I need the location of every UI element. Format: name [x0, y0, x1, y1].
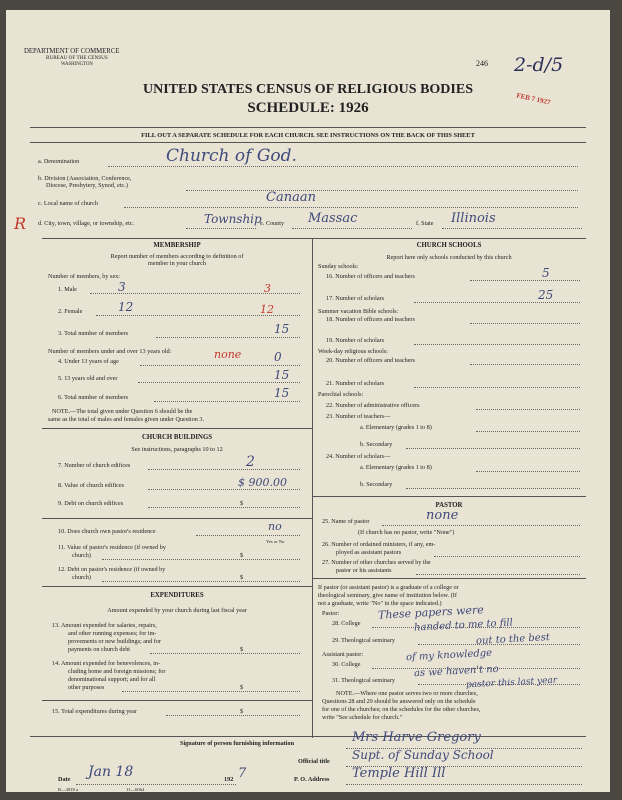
membership-intro-1: Report number of members according to definition of [110, 253, 244, 260]
city-label: WASHINGTON [61, 62, 93, 67]
denomination-value[interactable]: Church of God. [166, 146, 297, 166]
q13-dollar[interactable]: $ [240, 646, 244, 653]
summer-label: Summer vacation Bible schools: [318, 308, 399, 315]
scrawl-line-2: handed to me to fill [413, 617, 514, 634]
q13-label-1: 13. Amount expended for salaries, repairs, [52, 622, 157, 629]
division-label-1: b. Division (Association, Conference, [38, 175, 132, 182]
q14-label-4: other purposes [68, 684, 105, 691]
state-value[interactable]: Illinois [451, 211, 496, 226]
q10-hint: Yes or No [266, 539, 285, 544]
scrawl-line-3: out to the best [475, 632, 551, 647]
q29-label: 29. Theological seminary [332, 637, 395, 644]
parochial-label: Parochial schools: [318, 391, 364, 398]
q23-label: 23. Number of teachers— [326, 413, 391, 420]
q13-label-3: provements or new buildings; and for [68, 638, 161, 645]
q13-label-2: and other running expenses; for im- [68, 630, 157, 637]
q4-value-a: none [214, 348, 242, 361]
denomination-label: a. Denomination [38, 158, 80, 165]
q20-label: 20. Number of officers and teachers [326, 357, 415, 364]
q19-label: 19. Number of scholars [326, 337, 385, 344]
grad-note-3: not a graduate, write "No" in the space indicated.) [318, 600, 442, 607]
q6-value[interactable]: 15 [274, 386, 290, 400]
grad-note-1: If pastor (or assistant pastor) is a graduate of a college or [318, 584, 459, 591]
q16-label: 16. Number of officers and teachers [326, 273, 415, 280]
pastor-note-1: NOTE.—Where one pastor serves two or more churches, [336, 690, 478, 697]
bysex-label: Number of members, by sex: [48, 273, 120, 280]
q7-value[interactable]: 2 [246, 454, 255, 470]
q1-value-a[interactable]: 3 [118, 280, 126, 294]
expenditures-sub: Amount expended by your church during last fiscal year [107, 607, 247, 614]
q8-value[interactable]: $ 900.00 [238, 476, 287, 489]
q5-value[interactable]: 15 [274, 368, 290, 382]
schools-sub: Report here only schools conducted by this church [386, 254, 512, 261]
q3-label: 3. Total number of members [58, 330, 129, 337]
serial-number: 246 [476, 59, 488, 68]
buildings-title: CHURCH BUILDINGS [141, 434, 213, 441]
q17-value[interactable]: 25 [538, 288, 554, 302]
q23b-label: b. Secondary [360, 441, 393, 448]
q8-label: 8. Value of church edifices [58, 482, 125, 489]
q4-label: 4. Under 13 years of age [58, 358, 119, 365]
scrawl-line-5: as we haven't no [413, 663, 499, 680]
form-code: 11—6064 [126, 787, 145, 792]
q7-label: 7. Number of church edifices [58, 462, 131, 469]
q11-label-2: church) [72, 552, 91, 559]
county-value[interactable]: Massac [308, 211, 358, 226]
sunday-label: Sunday schools: [318, 263, 359, 270]
q11-label-1: 11. Value of pastor's residence (if owned by [58, 544, 166, 551]
q16-value[interactable]: 5 [542, 266, 550, 280]
state-label: f. State [416, 220, 434, 227]
q6-label: 6. Total number of members [58, 394, 129, 401]
schools-title: CHURCH SCHOOLS [416, 242, 482, 249]
address-label: P. O. Address [294, 776, 330, 783]
city-field-label: d. City, town, village, or township, etc. [38, 220, 135, 227]
q25-label: 25. Name of pastor [322, 518, 370, 525]
q9-label: 9. Debt on church edifices [58, 500, 124, 507]
q1-value-b: 3 [264, 282, 271, 295]
q13-label-4: payments on church debt [68, 646, 131, 653]
q14-dollar[interactable]: $ [240, 684, 244, 691]
q27-label-2: pastor or his assistants [336, 567, 392, 574]
q28-label: 28. College [332, 620, 361, 627]
membership-intro-2: member in your church [148, 260, 206, 267]
q14-label-2: cluding home and foreign missions; for [68, 668, 166, 675]
q2-label: 2. Female [58, 308, 83, 315]
q15-dollar[interactable]: $ [240, 708, 244, 715]
weekday-label: Week-day religious schools: [318, 348, 388, 355]
pastor-note-2: Questions 28 and 29 should be answered only on the schedule [322, 698, 476, 705]
instruction-line: FILL OUT A SEPARATE SCHEDULE FOR EACH CHURCH. SEE INSTRUCTIONS ON THE BACK OF THIS SHEET [141, 132, 475, 139]
q26-label-1: 26. Number of ordained ministers, if any, em- [322, 541, 436, 548]
q10-value[interactable]: no [268, 520, 282, 533]
local-name-label: c. Local name of church [38, 200, 98, 207]
year-prefix: 192 [224, 776, 234, 783]
address-value[interactable]: Temple Hill Ill [352, 766, 446, 781]
asst-pastor-label: Assistant pastor: [322, 651, 364, 658]
q24b-label: b. Secondary [360, 481, 393, 488]
q14-label-1: 14. Amount expended for benevolences, in- [52, 660, 161, 667]
date-value[interactable]: Jan 18 [88, 764, 134, 780]
dept-label: DEPARTMENT OF COMMERCE [24, 48, 120, 55]
q1-label: 1. Male [58, 286, 77, 293]
q2-value-b: 12 [260, 303, 274, 316]
buildings-sub: See instructions, paragraphs 10 to 12 [131, 446, 223, 453]
local-name-value[interactable]: Canaan [266, 190, 316, 205]
received-stamp: FEB 7 1927 [515, 91, 552, 107]
date-label: Date [58, 776, 71, 783]
membership-title: MEMBERSHIP [153, 242, 201, 249]
membership-note-1: NOTE.—The total given under Question 6 should be the [52, 408, 193, 415]
year-value[interactable]: 7 [238, 766, 247, 781]
pastor-title: PASTOR [435, 502, 463, 509]
scrawl-line-1: These papers were [377, 603, 485, 622]
q12-dollar[interactable]: $ [240, 574, 244, 581]
q21-label: 21. Number of scholars [326, 380, 385, 387]
q12-label-1: 12. Debt on pastor's residence (if owned by [58, 566, 166, 573]
q31-label: 31. Theological seminary [332, 677, 395, 684]
expenditures-title: EXPENDITURES [150, 592, 204, 599]
q27-label-1: 27. Number of other churches served by the [322, 559, 431, 566]
q3-value[interactable]: 15 [274, 322, 290, 336]
q25-hint: (If church has no pastor, write "None") [358, 529, 455, 536]
q11-dollar[interactable]: $ [240, 552, 244, 559]
q18-label: 18. Number of officers and teachers [326, 316, 415, 323]
signature-value[interactable]: Mrs Harve Gregory [352, 730, 481, 745]
margin-r-mark: R [14, 214, 27, 233]
form-number: R—3818 a [58, 787, 79, 792]
q2-value-a[interactable]: 12 [118, 300, 134, 314]
signature-label: Signature of person furnishing information [180, 740, 295, 747]
q10-label: 10. Does church own pastor's residence [58, 528, 156, 535]
q30-label: 30. College [332, 661, 361, 668]
hand-number: 2-d/5 [514, 54, 564, 76]
q4-value-b[interactable]: 0 [274, 350, 282, 364]
q15-label: 15. Total expenditures during year [52, 708, 137, 715]
census-form [6, 10, 610, 792]
q17-label: 17. Number of scholars [326, 295, 385, 302]
city-field-value[interactable]: Township [204, 212, 262, 226]
form-title: UNITED STATES CENSUS OF RELIGIOUS BODIES [142, 82, 473, 97]
q24a-label: a. Elementary (grades 1 to 8) [360, 464, 432, 471]
q23a-label: a. Elementary (grades 1 to 8) [360, 424, 432, 431]
division-label-2: Diocese, Presbytery, Synod, etc.) [46, 182, 128, 189]
q14-label-3: denominational support; and for all [68, 676, 156, 683]
scrawl-line-4: of my knowledge [405, 647, 493, 664]
q25-value[interactable]: none [426, 508, 459, 523]
official-title-value[interactable]: Supt. of Sunday School [352, 748, 494, 762]
pastor-note-3: for one of the churches; on the schedules for the other churches, [322, 706, 481, 713]
q12-label-2: church) [72, 574, 91, 581]
q24-label: 24. Number of scholars— [326, 453, 391, 460]
q5-label: 5. 13 years old and over [58, 375, 118, 382]
q9-dollar[interactable]: $ [240, 500, 244, 507]
official-title-label: Official title [298, 758, 330, 765]
q26-label-2: ployed as assistant pastors [336, 549, 402, 556]
bureau-label: BUREAU OF THE CENSUS [46, 55, 108, 61]
membership-note-2: same as the total of males and females given under Question 3. [48, 416, 205, 423]
age-label: Number of members under and over 13 years old: [48, 348, 172, 355]
grad-note-2: theological seminary, give name of institution below. (If [318, 592, 457, 599]
q22-label: 22. Number of administrative officers [326, 402, 420, 409]
county-label: e. County [260, 220, 285, 227]
scrawl-line-6: pastor this last year [465, 675, 558, 691]
schedule-title: SCHEDULE: 1926 [247, 100, 369, 116]
pastor-sub-label: Pastor: [322, 610, 340, 617]
pastor-note-4: write "See schedule for church." [322, 714, 403, 721]
